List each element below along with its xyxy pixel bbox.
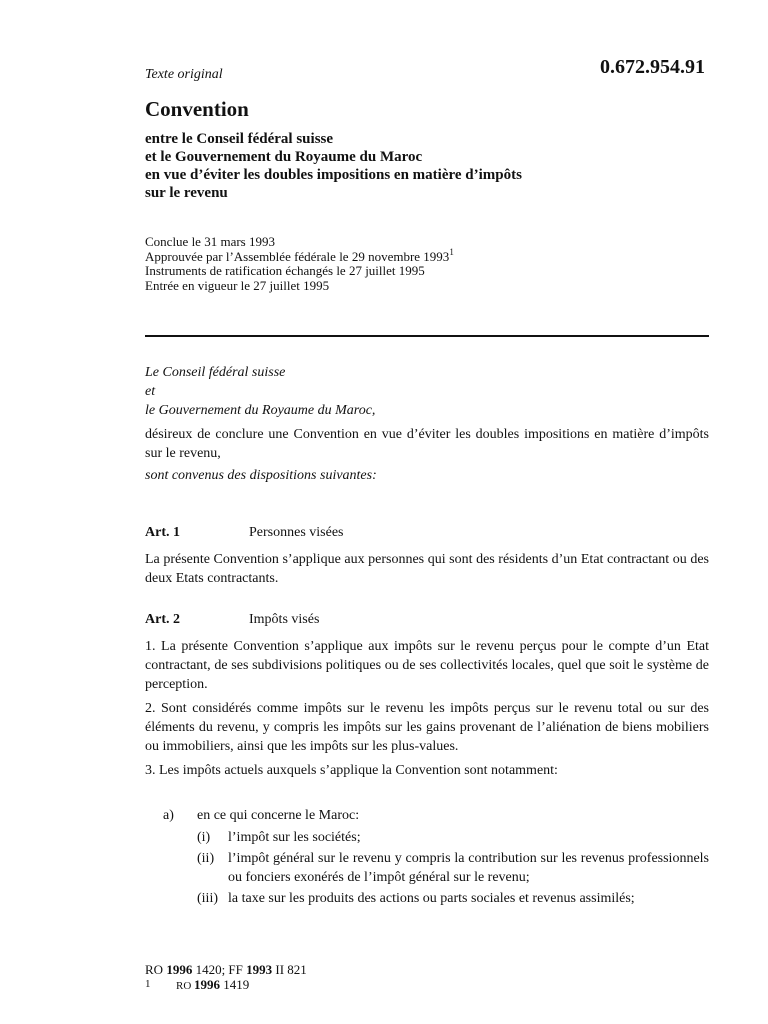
fn-ro-prefix: RO <box>176 980 195 992</box>
article-title: Personnes visées <box>249 525 344 540</box>
item-number: (ii) <box>197 851 215 866</box>
article-2-heading <box>145 612 319 628</box>
preamble-agreed: sont convenus des dispositions suivantes: <box>145 468 377 483</box>
ratification-date: Instruments de ratification échangés le 27 juillet 1995 <box>145 263 425 278</box>
article-2-body <box>145 637 709 785</box>
ff-year: 1993 <box>246 962 273 977</box>
preamble-intent: désireux de conclure une Convention en vue d’éviter les doubles impositions en matière d’impôts sur le revenu, <box>145 427 709 461</box>
list-item <box>197 849 709 887</box>
approved-text: Approuvée par l’Assemblée fédérale le 29 novembre 1993 <box>145 248 450 264</box>
document-metadata <box>145 235 454 293</box>
article-1-heading <box>145 525 344 541</box>
subtitle-line: en vue d’éviter les doubles impositions en matière d’impôts <box>145 167 522 183</box>
conjunction: et <box>145 384 156 399</box>
subtitle-line: sur le revenu <box>145 185 228 201</box>
preamble <box>145 363 709 485</box>
footer-ro-line <box>145 962 307 977</box>
article-paragraph: 2. Sont considérés comme impôts sur le revenu les impôts perçus sur le revenu total ou sur des éléments du revenu, y compris les impôts sur les gains provenant de l’aliénation de biens mobiliers ou immobiliers, ainsi que les impôts sur les plus-values. <box>145 701 709 754</box>
original-text-label: Texte original <box>145 67 223 82</box>
article-title: Impôts visés <box>249 612 320 627</box>
document-subtitle <box>145 130 522 202</box>
list-item <box>197 889 709 908</box>
ff-ref: II 821 <box>272 962 307 977</box>
footnote-number: 1 <box>145 978 151 990</box>
fn-year: 1996 <box>194 977 221 992</box>
fn-page: 1419 <box>220 977 250 992</box>
item-number: (i) <box>197 830 211 845</box>
subtitle-line: entre le Conseil fédéral suisse <box>145 131 334 147</box>
horizontal-rule <box>145 335 709 337</box>
article-number: Art. 1 <box>145 525 180 540</box>
article-1-body <box>145 550 709 593</box>
ro-year: 1996 <box>166 962 193 977</box>
document-title: Convention <box>145 97 249 121</box>
list-item-a <box>145 806 709 825</box>
party-one: Le Conseil fédéral suisse <box>145 365 286 380</box>
item-number: (iii) <box>197 891 218 906</box>
party-two: le Gouvernement du Royaume du Maroc, <box>145 403 376 418</box>
article-paragraph: 3. Les impôts actuels auxquels s’applique la Convention sont notamment: <box>145 763 558 778</box>
list-label: a) <box>163 808 174 823</box>
in-force-date: Entrée en vigueur le 27 juillet 1995 <box>145 277 330 293</box>
article-paragraph: 1. La présente Convention s’applique aux impôts sur le revenu perçus pour le compte d’un Etat contractant, de ses subdivisions politiques ou de ses collectivités locales, quel que soit le système de perception. <box>145 639 709 692</box>
document-number: 0.672.954.91 <box>600 56 705 78</box>
item-text: l’impôt général sur le revenu y compris la contribution sur les revenus professionnels ou fonciers exonérés de l’impôt général sur le revenu; <box>228 851 709 885</box>
list-text: en ce qui concerne le Maroc: <box>197 808 360 823</box>
footnote <box>145 977 307 994</box>
concluded-date: Conclue le 31 mars 1993 <box>145 234 275 249</box>
item-text: l’impôt sur les sociétés; <box>228 830 361 845</box>
subtitle-line: et le Gouvernement du Royaume du Maroc <box>145 149 423 165</box>
approved-date <box>145 246 454 265</box>
ro-prefix: RO <box>145 962 167 977</box>
footnote-text <box>176 977 249 994</box>
article-number: Art. 2 <box>145 612 180 627</box>
sub-items <box>197 828 709 910</box>
list-item <box>197 828 709 847</box>
footnote-ref: 1 <box>449 246 454 257</box>
ro-page: 1420; FF <box>192 962 247 977</box>
item-text: la taxe sur les produits des actions ou parts sociales et revenus assimilés; <box>228 891 635 906</box>
article-paragraph: La présente Convention s’applique aux personnes qui sont des résidents d’un Etat contractant ou des deux Etats contractants. <box>145 552 709 586</box>
footer-references <box>145 962 307 994</box>
